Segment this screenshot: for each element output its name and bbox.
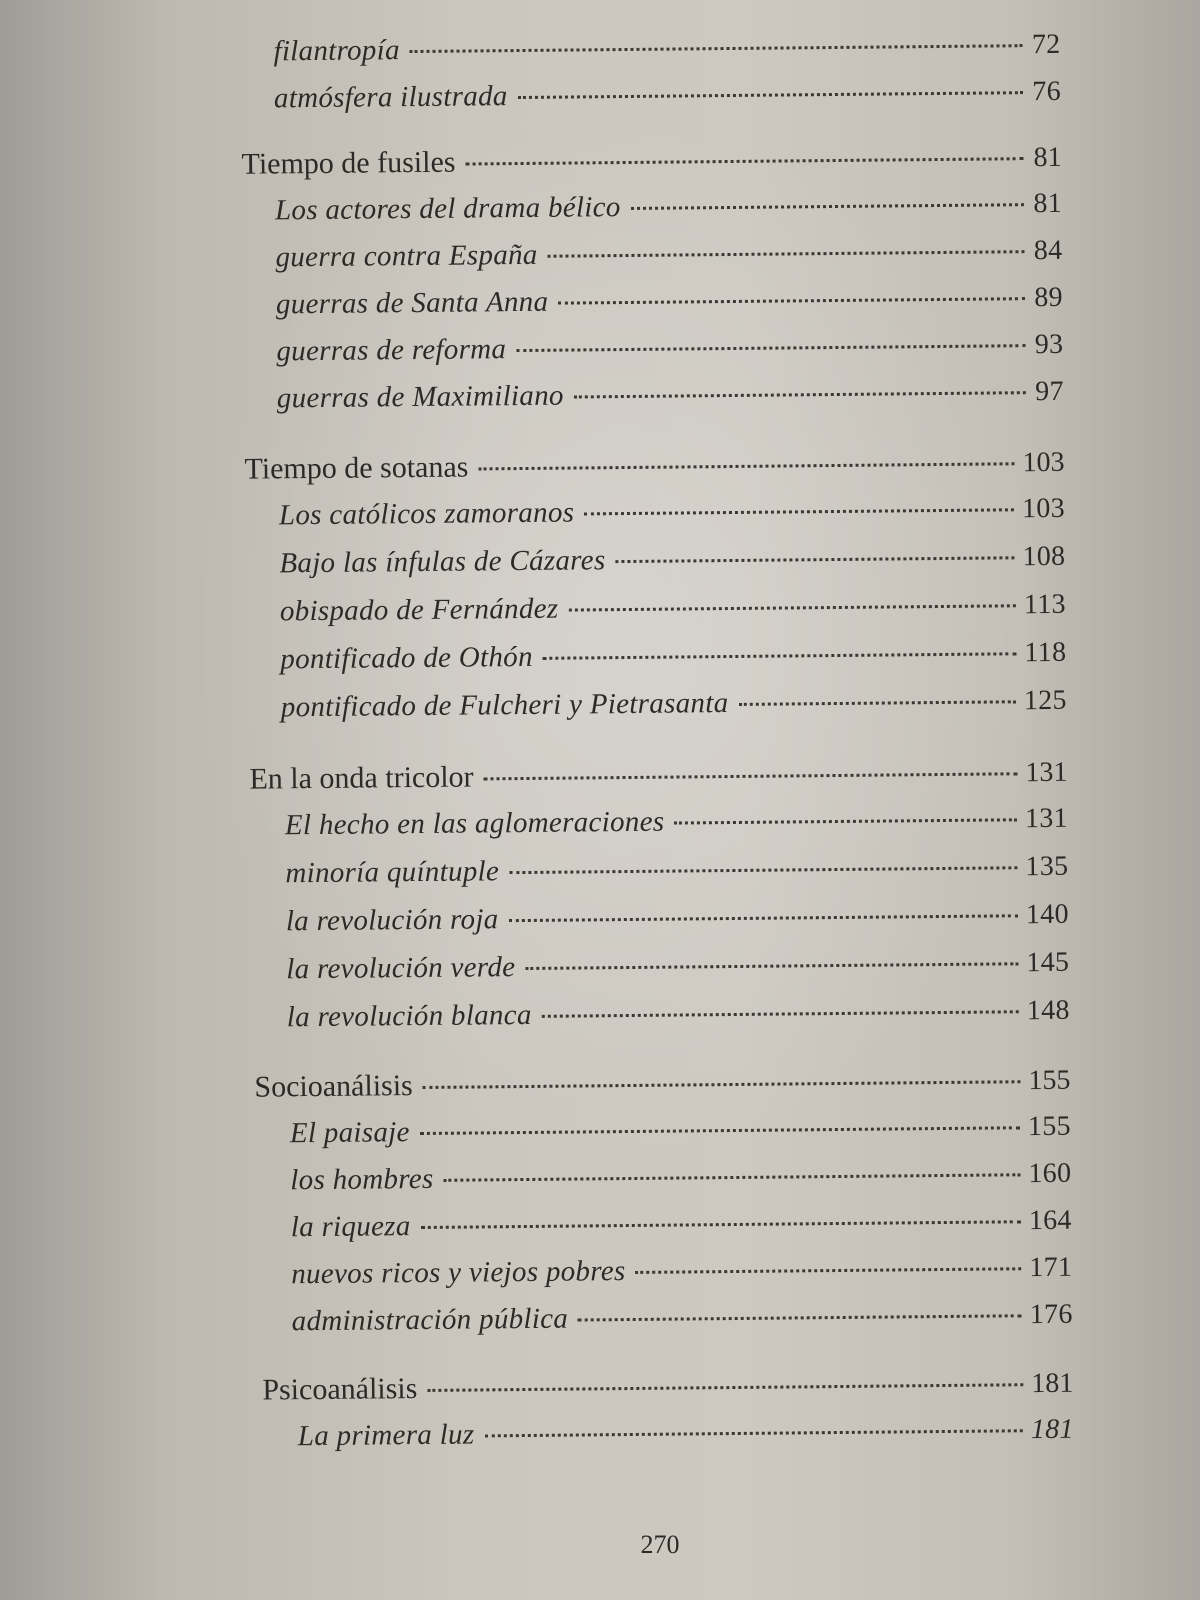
toc-entry-page: 118 xyxy=(1024,636,1067,669)
dot-leader xyxy=(578,1314,1022,1321)
dot-leader xyxy=(574,391,1026,398)
toc-entry-page: 103 xyxy=(1022,446,1065,479)
toc-entry-title: En la onda tricolor xyxy=(249,760,474,796)
toc-entry-page: 103 xyxy=(1021,492,1066,525)
toc-entry-sub xyxy=(280,636,1066,677)
page-number: 270 xyxy=(640,1530,680,1559)
toc-entry-title: filantropía xyxy=(273,34,400,68)
toc-entry-page: 171 xyxy=(1029,1251,1073,1284)
toc-entry-page: 155 xyxy=(1027,1110,1072,1143)
dot-leader xyxy=(558,297,1025,304)
toc-entry-title: guerras de reforma xyxy=(276,333,507,368)
toc-entry-page: 131 xyxy=(1025,756,1068,789)
dot-leader xyxy=(427,1383,1023,1392)
toc-entry-title: Bajo las ínfulas de Cázares xyxy=(279,544,606,580)
toc-entry-sub xyxy=(291,1204,1072,1244)
toc-entry-chapter xyxy=(254,1063,1070,1105)
toc-entry-sub xyxy=(291,1251,1072,1291)
toc-entry-sub xyxy=(292,1298,1073,1338)
toc-entry-title: Socioanálisis xyxy=(254,1069,413,1104)
toc-entry-page: 93 xyxy=(1034,328,1064,361)
dot-leader xyxy=(410,44,1023,53)
toc-entry-title: la riqueza xyxy=(290,1210,411,1244)
toc-entry-sub xyxy=(286,898,1069,939)
dot-leader xyxy=(478,462,1014,470)
toc-entry-page: 176 xyxy=(1029,1298,1073,1331)
dot-leader xyxy=(543,652,1017,660)
toc-entry-title: pontificado de Fulcheri y Pietrasanta xyxy=(280,687,729,724)
toc-entry-sub xyxy=(285,802,1068,843)
dot-leader xyxy=(509,866,1017,874)
toc-entry-title: obispado de Fernández xyxy=(279,592,559,628)
toc-entry-sub xyxy=(279,540,1065,581)
dot-leader xyxy=(420,1126,1020,1135)
toc-entry-chapter xyxy=(244,445,1064,487)
toc-entry-title: El paisaje xyxy=(289,1116,410,1150)
toc-entry-page: 76 xyxy=(1032,75,1062,108)
toc-entry-title: La primera luz xyxy=(297,1418,475,1453)
toc-entry-page: 148 xyxy=(1026,994,1070,1027)
toc-entry-page: 89 xyxy=(1034,281,1064,314)
toc-entry-sub xyxy=(281,684,1067,725)
toc-entry-page: 181 xyxy=(1030,1413,1074,1446)
toc-entry-page: 135 xyxy=(1025,850,1069,883)
toc-entry-title: pontificado de Othón xyxy=(280,640,533,676)
toc-entry-page: 97 xyxy=(1035,375,1064,408)
toc-entry-page: 113 xyxy=(1023,588,1066,621)
toc-entry-page: 131 xyxy=(1024,802,1069,835)
toc-entry-title: la revolución blanca xyxy=(286,998,532,1034)
dot-leader xyxy=(674,818,1017,824)
dot-leader xyxy=(525,962,1018,970)
toc-entry-title: Tiempo de fusiles xyxy=(241,145,456,181)
dot-leader xyxy=(484,772,1018,780)
dot-leader xyxy=(548,250,1025,258)
dot-leader xyxy=(584,508,1014,515)
toc-entry-sub xyxy=(286,946,1069,987)
dot-leader xyxy=(509,914,1018,922)
toc-entry-title: guerras de Santa Anna xyxy=(275,285,549,321)
toc-entry-sub xyxy=(277,375,1064,416)
toc-entry-title: minoría quíntuple xyxy=(285,855,500,890)
dot-leader xyxy=(568,604,1016,611)
toc-entry-sub xyxy=(273,28,1060,69)
toc-entry-title: Psicoanálisis xyxy=(262,1372,418,1407)
toc-entry-page: 81 xyxy=(1033,141,1062,174)
toc-entry-sub xyxy=(275,187,1062,228)
toc-entry-page: 164 xyxy=(1028,1204,1072,1237)
toc-entry-title: administración pública xyxy=(291,1302,569,1338)
toc-entry-sub xyxy=(298,1413,1074,1453)
toc-entry-sub xyxy=(275,234,1062,275)
toc-entry-page: 145 xyxy=(1026,946,1070,979)
toc-entry-sub xyxy=(274,75,1061,116)
toc-entry-page: 181 xyxy=(1031,1367,1074,1400)
toc-entry-sub xyxy=(290,1157,1071,1197)
toc-entry-sub xyxy=(285,850,1068,891)
toc-entry-sub xyxy=(280,588,1066,629)
dot-leader xyxy=(465,157,1023,165)
toc-entry-page: 160 xyxy=(1028,1157,1072,1190)
toc-entry-page: 108 xyxy=(1022,540,1066,573)
toc-entry-title: la revolución roja xyxy=(285,903,499,938)
dot-leader xyxy=(631,203,1024,210)
toc-entry-title: El hecho en las aglomeraciones xyxy=(284,805,665,842)
toc-entry-title: los hombres xyxy=(290,1162,434,1197)
dot-leader xyxy=(636,1267,1022,1274)
toc-entry-title: Los actores del drama bélico xyxy=(274,191,621,227)
toc-entry-page: 81 xyxy=(1033,187,1063,220)
toc-entry-sub xyxy=(276,281,1063,322)
toc-entry-chapter xyxy=(249,755,1067,797)
toc-entry-title: nuevos ricos y viejos pobres xyxy=(291,1255,626,1291)
toc-entry-sub xyxy=(276,328,1063,369)
toc-entry-page: 72 xyxy=(1031,28,1061,61)
toc-entry-title: guerras de Maximiliano xyxy=(276,379,564,415)
dot-leader xyxy=(423,1080,1021,1089)
toc-entry-title: atmósfera ilustrada xyxy=(273,80,508,115)
toc-entry-title: guerra contra España xyxy=(275,238,538,274)
toc-entry-title: Los católicos zamoranos xyxy=(278,496,575,532)
toc-entry-title: Tiempo de sotanas xyxy=(244,450,469,486)
toc-entry-chapter xyxy=(262,1366,1073,1408)
dot-leader xyxy=(516,344,1025,352)
toc-entry-page: 125 xyxy=(1023,684,1067,717)
dot-leader xyxy=(615,556,1014,563)
dot-leader xyxy=(444,1173,1021,1182)
toc-entry-sub xyxy=(279,492,1065,533)
toc-entry-sub xyxy=(290,1110,1071,1150)
toc-entry-page: 140 xyxy=(1025,898,1069,931)
toc-entry-page: 155 xyxy=(1028,1064,1071,1097)
dot-leader xyxy=(421,1220,1021,1229)
dot-leader xyxy=(738,700,1015,706)
toc-entry-title: la revolución verde xyxy=(286,951,516,986)
dot-leader xyxy=(484,1429,1022,1437)
dot-leader xyxy=(542,1010,1019,1018)
toc-entry-sub xyxy=(287,994,1070,1035)
toc-entry-page: 84 xyxy=(1033,234,1063,267)
toc-entry-chapter xyxy=(241,140,1061,182)
dot-leader xyxy=(518,91,1023,99)
